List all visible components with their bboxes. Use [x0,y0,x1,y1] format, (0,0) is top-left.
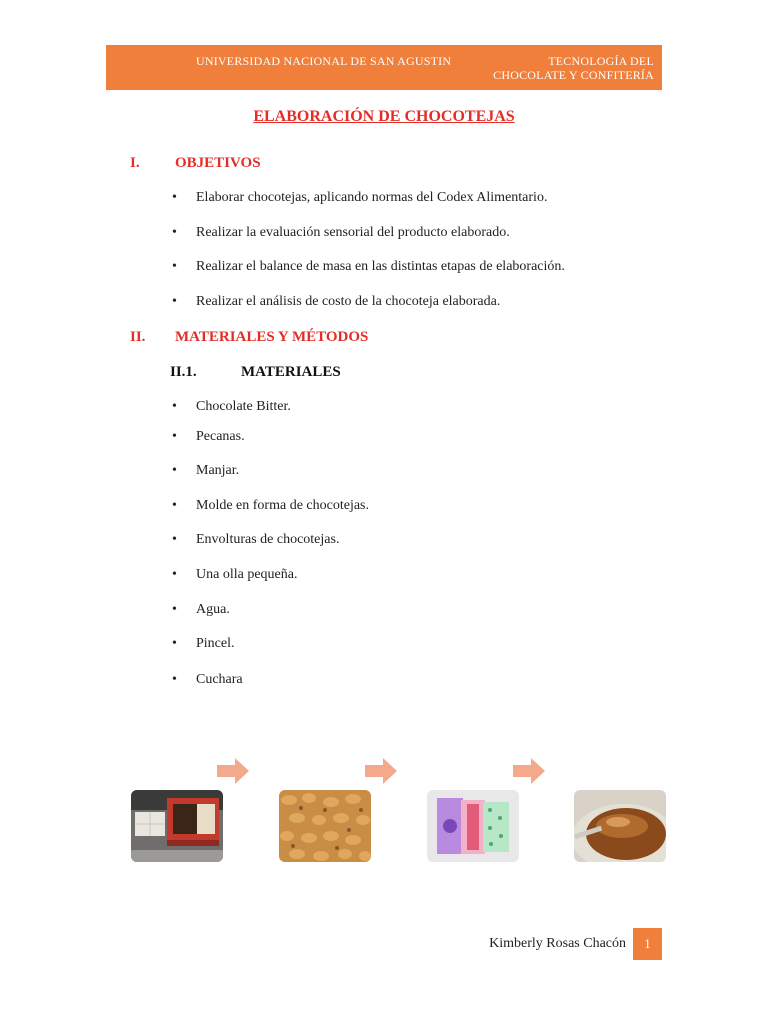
arrow-right-icon [513,758,545,784]
list-item: • Una olla pequeña. [172,567,298,582]
list-item: • Realizar la evaluación sensorial del producto elaborado. [172,225,510,240]
list-item: • Cuchara [172,672,243,687]
list-item: • Realizar el análisis de costo de la chocoteja elaborada. [172,294,501,309]
section-number: II. [130,329,146,345]
section-materiales-metodos-heading [130,329,368,346]
subsection-number: II.1. [170,364,197,380]
list-item: • Pecanas. [172,429,245,444]
list-item: • Molde en forma de chocotejas. [172,498,369,513]
page-number: 1 [633,928,662,960]
section-objetivos-heading [130,155,261,172]
header-course-line2: CHOCOLATE Y CONFITERÍA [493,68,654,82]
list-item: • Realizar el balance de masa en las distintas etapas de elaboración. [172,259,565,274]
melted-chocolate-image [574,790,666,862]
list-item: • Envolturas de chocotejas. [172,532,340,547]
list-item: • Manjar. [172,463,240,478]
page-header [106,45,662,90]
list-item: • Pincel. [172,636,235,651]
document-title: ELABORACIÓN DE CHOCOTEJAS [253,108,515,125]
subsection-materiales-heading [170,364,341,381]
header-course [493,54,654,82]
section-number: I. [130,155,140,171]
list-item: • Elaborar chocotejas, aplicando normas del Codex Alimentario. [172,190,548,205]
header-course-line1: TECNOLOGÍA DEL [548,54,654,68]
section-title: MATERIALES Y MÉTODOS [175,329,369,345]
list-item: • Agua. [172,602,230,617]
arrow-right-icon [217,758,249,784]
chocolate-bars-image [131,790,223,862]
subsection-title: MATERIALES [241,364,341,380]
wrappers-image [427,790,519,862]
list-item: • Chocolate Bitter. [172,399,291,414]
header-university: UNIVERSIDAD NACIONAL DE SAN AGUSTIN [196,54,452,68]
footer-author: Kimberly Rosas Chacón [489,936,626,951]
pecans-image [279,790,371,862]
arrow-right-icon [365,758,397,784]
section-title: OBJETIVOS [175,155,261,171]
